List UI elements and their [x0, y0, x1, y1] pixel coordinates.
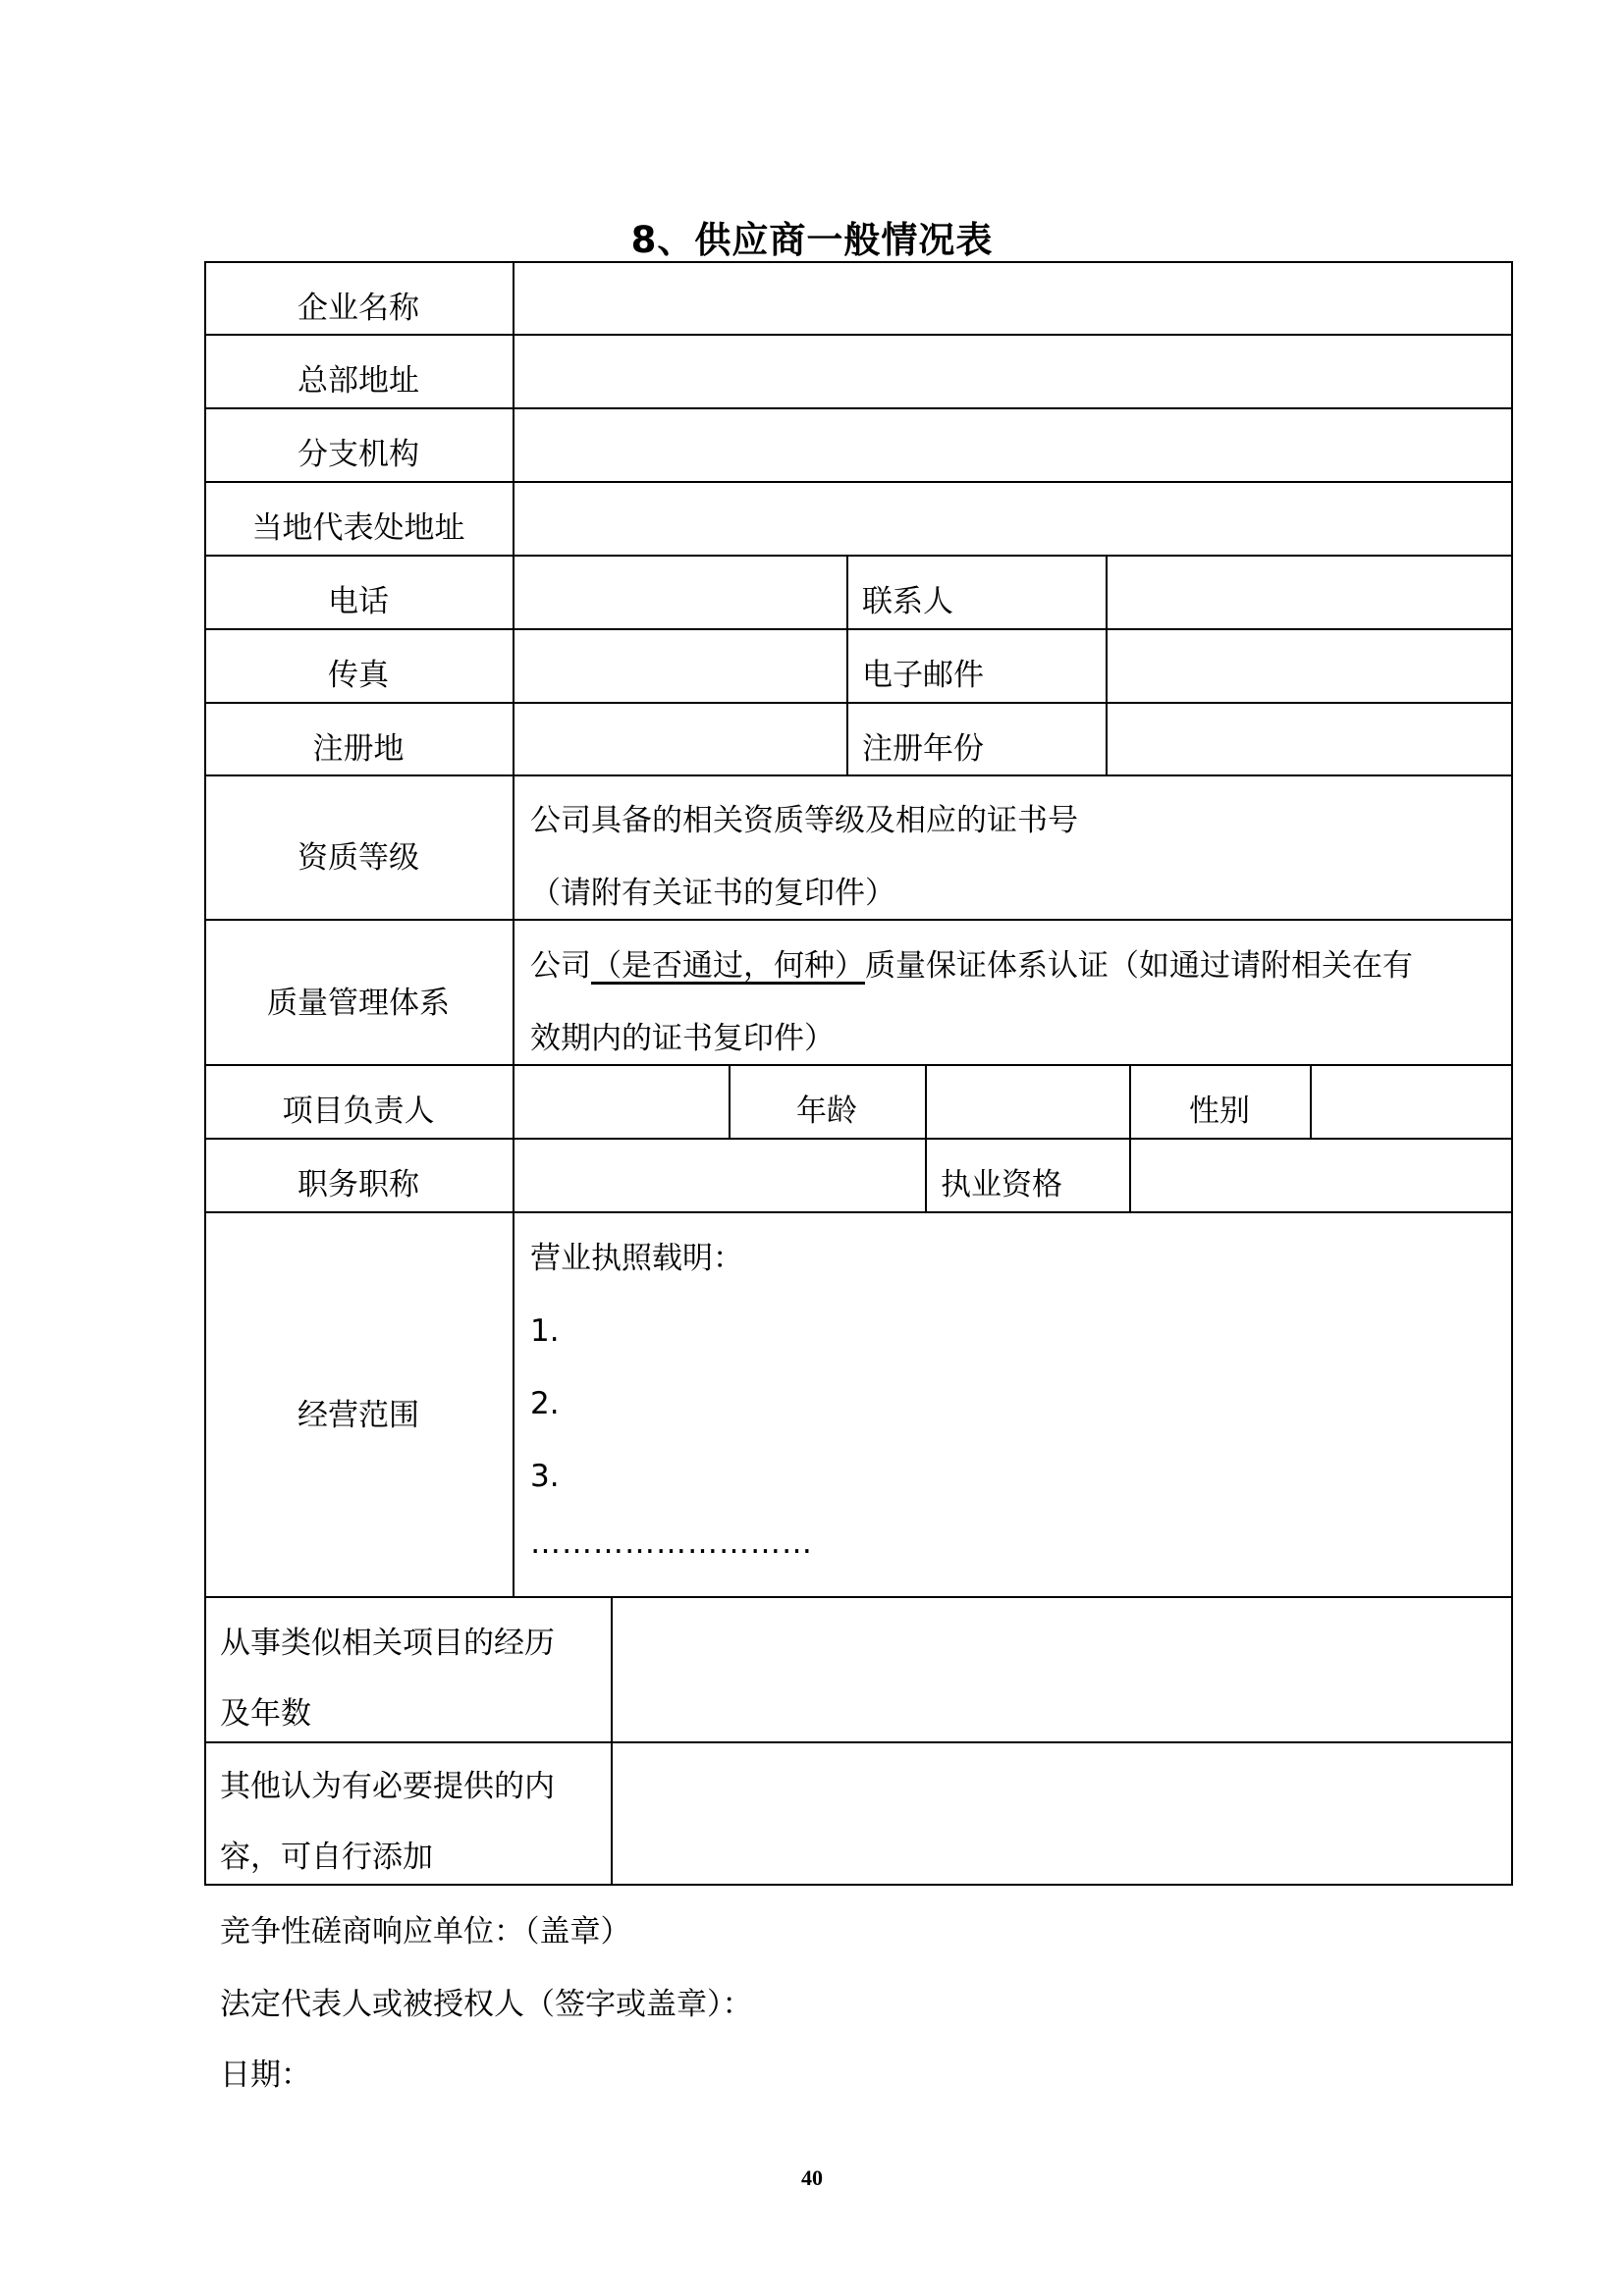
row-divider [204, 1138, 1513, 1140]
quality-suffix: 质量保证体系认证（如通过请附相关在有 [865, 948, 1413, 984]
label-contact: 联系人 [862, 584, 953, 619]
row-divider [204, 555, 1513, 557]
label-company-name: 企业名称 [298, 291, 419, 326]
quality-line-1 [530, 946, 1413, 986]
seal-line: 竞争性磋商响应单位：（盖章） [220, 1914, 631, 1949]
row-divider [204, 334, 1513, 336]
label-reg-year: 注册年份 [862, 731, 984, 767]
row-divider [204, 774, 1513, 776]
form-title: 8、供应商一般情况表 [630, 219, 994, 261]
row-divider [204, 1741, 1513, 1743]
scope-intro: 营业执照载明： [530, 1241, 743, 1276]
page-number: 40 [801, 2165, 823, 2190]
label-gender: 性别 [1189, 1094, 1250, 1129]
scope-item: 3. [530, 1459, 560, 1494]
column-divider [1106, 555, 1108, 774]
column-divider [513, 261, 514, 1596]
label-branches: 分支机构 [298, 437, 419, 472]
experience-line-2: 及年数 [220, 1696, 311, 1732]
column-divider [925, 1064, 927, 1211]
other-line-1: 其他认为有必要提供的内 [220, 1769, 555, 1804]
label-fax: 传真 [328, 658, 389, 693]
column-divider [846, 555, 848, 774]
row-divider [204, 702, 1513, 704]
row-divider [204, 1064, 1513, 1066]
other-line-2: 容，可自行添加 [220, 1840, 433, 1875]
label-local-office: 当地代表处地址 [251, 510, 465, 546]
row-divider [204, 1211, 1513, 1213]
quality-underlined: （是否通过，何种） [591, 948, 865, 984]
column-divider [611, 1596, 613, 1886]
row-divider [204, 919, 1513, 921]
column-divider [1129, 1064, 1131, 1211]
label-email: 电子邮件 [862, 658, 984, 693]
label-practice-qual: 执业资格 [941, 1167, 1062, 1202]
scope-ellipsis: ……………………… [530, 1525, 813, 1561]
label-project-manager: 项目负责人 [282, 1094, 435, 1129]
column-divider [1310, 1064, 1312, 1138]
label-business-scope: 经营范围 [298, 1398, 419, 1433]
qualification-line-2: （请附有关证书的复印件） [530, 876, 895, 911]
label-phone: 电话 [328, 584, 389, 619]
quality-line-2: 效期内的证书复印件） [530, 1021, 835, 1056]
signature-line: 法定代表人或被授权人（签字或盖章）： [220, 1987, 753, 2022]
qualification-line-1: 公司具备的相关资质等级及相应的证书号 [530, 803, 1078, 838]
label-qualification: 资质等级 [298, 840, 419, 876]
row-divider [204, 1596, 1513, 1598]
scope-item: 2. [530, 1386, 560, 1421]
date-line: 日期： [220, 2057, 311, 2093]
label-title-rank: 职务职称 [298, 1167, 419, 1202]
label-reg-place: 注册地 [312, 731, 405, 767]
row-divider [204, 407, 1513, 409]
label-hq-address: 总部地址 [298, 363, 419, 399]
row-divider [204, 628, 1513, 630]
label-age: 年龄 [796, 1094, 857, 1129]
label-quality-system: 质量管理体系 [267, 986, 450, 1021]
scope-item: 1. [530, 1313, 560, 1349]
row-divider [204, 481, 1513, 483]
quality-prefix: 公司 [530, 948, 591, 984]
experience-line-1: 从事类似相关项目的经历 [220, 1626, 555, 1661]
